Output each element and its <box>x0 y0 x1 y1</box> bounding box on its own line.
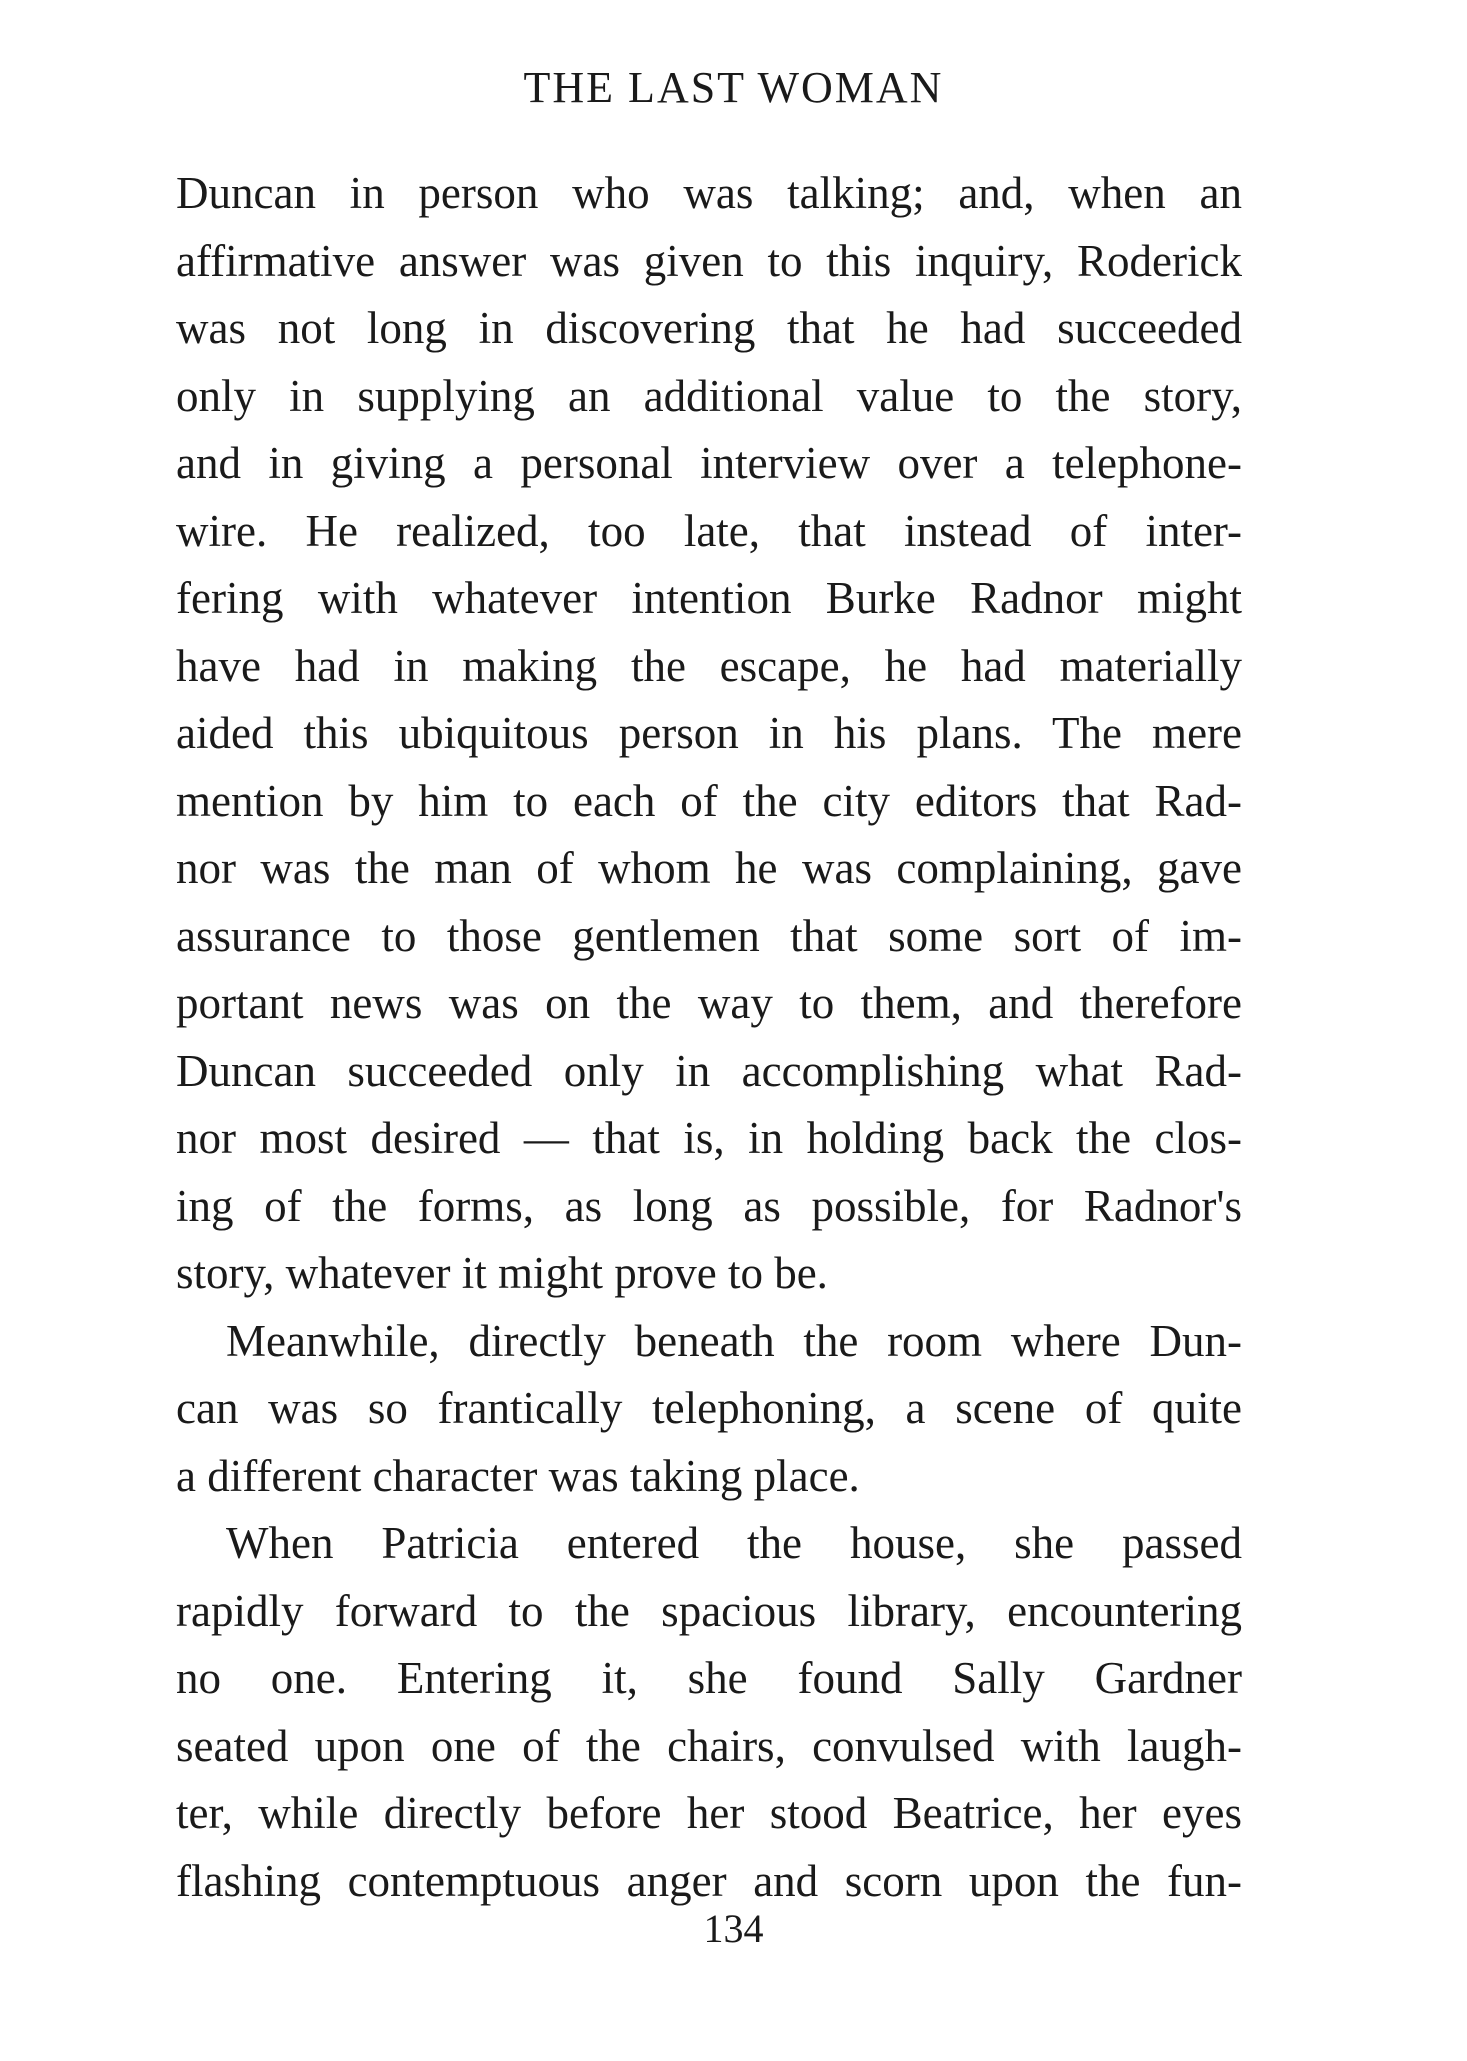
text-line: flashing contemptuous anger and scorn upon the fun- <box>176 1855 1242 1906</box>
text-line: Duncan succeeded only in accomplishing what Rad- <box>176 1045 1242 1096</box>
text-line: assurance to those gentlemen that some sort of im- <box>176 910 1242 961</box>
text-line: mention by him to each of the city editors that Rad- <box>176 775 1242 826</box>
text-line: rapidly forward to the spacious library, encountering <box>176 1585 1242 1636</box>
body-text <box>176 160 1242 1915</box>
text-line: ter, while directly before her stood Beatrice, her eyes <box>176 1788 1242 1838</box>
text-line: can was so frantically telephoning, a scene of quite <box>176 1383 1242 1433</box>
text-line: aided this ubiquitous person in his plans. The mere <box>176 708 1242 758</box>
text-line: a different character was taking place. <box>176 1450 860 1501</box>
text-line: ing of the forms, as long as possible, for Radnor's <box>176 1180 1242 1231</box>
running-title: THE LAST WOMAN <box>523 63 944 112</box>
text-line: have had in making the escape, he had materially <box>176 640 1242 691</box>
text-line: affirmative answer was given to this inquiry, Roderick <box>176 235 1242 286</box>
text-line: nor most desired — that is, in holding back the clos- <box>176 1113 1242 1163</box>
text-line: fering with whatever intention Burke Radnor might <box>176 573 1242 623</box>
text-line: story, whatever it might prove to be. <box>176 1248 828 1298</box>
text-line: When Patricia entered the house, she passed <box>226 1518 1242 1568</box>
text-line: wire. He realized, too late, that instead of inter- <box>176 505 1242 556</box>
text-line: only in supplying an additional value to the story, <box>176 370 1242 421</box>
text-line: Duncan in person who was talking; and, when an <box>176 168 1242 218</box>
page-number: 134 <box>703 1906 764 1951</box>
text-line: nor was the man of whom he was complaining, gave <box>176 843 1242 893</box>
text-line: was not long in discovering that he had succeeded <box>176 303 1242 353</box>
text-line: no one. Entering it, she found Sally Gardner <box>176 1653 1242 1703</box>
text-line: and in giving a personal interview over a telephone- <box>176 438 1242 488</box>
text-line: seated upon one of the chairs, convulsed with laugh- <box>176 1720 1242 1771</box>
text-line: portant news was on the way to them, and therefore <box>176 978 1242 1028</box>
text-line: Meanwhile, directly beneath the room where Dun- <box>226 1315 1242 1366</box>
